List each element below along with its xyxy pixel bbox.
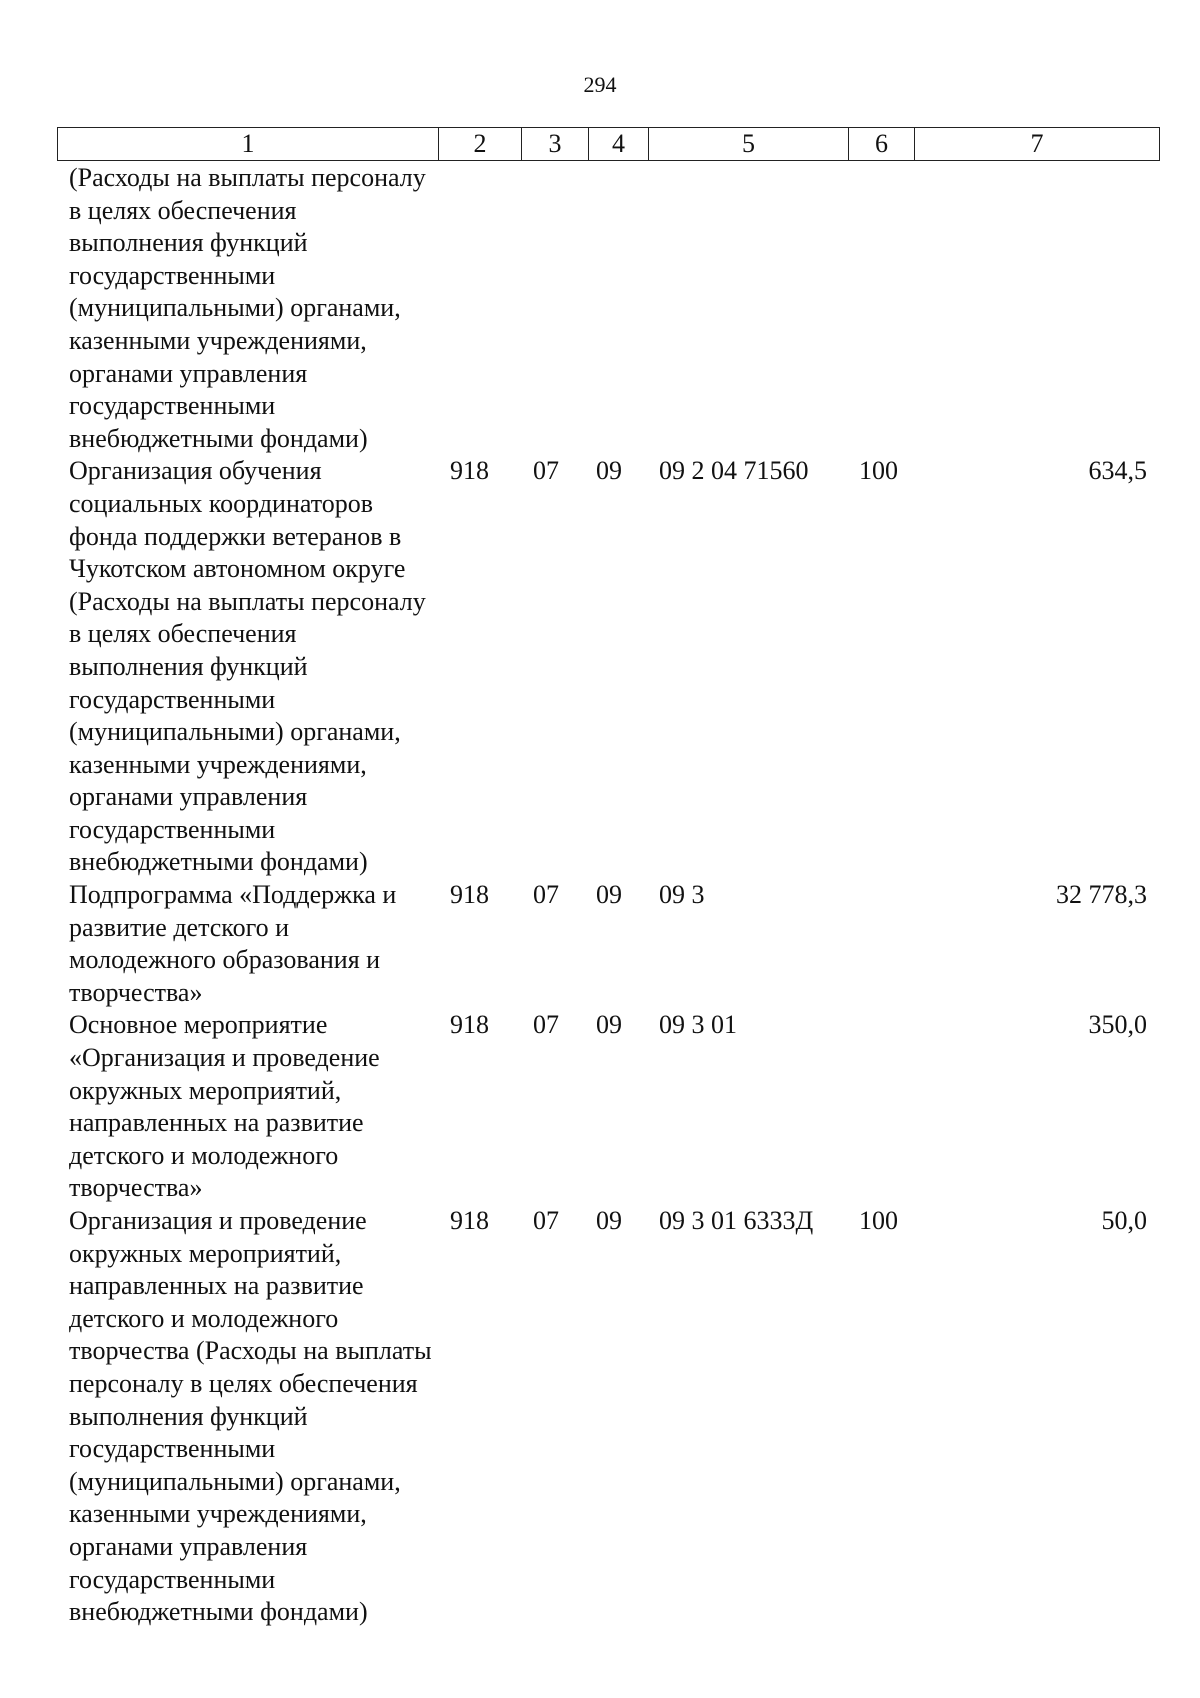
table-row — [57, 879, 1159, 1009]
header-cell-7: 7 — [915, 128, 1160, 161]
expense-name: Организация обучения социальных координаторов фонда поддержки ветеранов в Чукотском автономном округе (Расходы на выплаты персоналу в целях обеспечения выполнения функций государственными (муниципальными) органами, казенными учреждениями, органами управления государственными внебюджетными фондами) — [69, 456, 426, 877]
budget-table-body — [57, 162, 1159, 1629]
expense-type-code: 100 — [859, 456, 898, 486]
header-cell-2: 2 — [439, 128, 522, 161]
target-article-code: 09 3 01 — [659, 1010, 737, 1040]
subsection-code: 09 — [596, 456, 622, 486]
target-article-code — [648, 162, 848, 455]
target-article-code: 09 3 — [659, 880, 705, 910]
subsection-code — [588, 162, 648, 455]
table-row — [57, 162, 1159, 455]
column-number-header — [57, 127, 1160, 161]
target-article-code: 09 3 01 6333Д — [659, 1206, 814, 1235]
subsection-code: 09 — [596, 1010, 622, 1040]
section-code: 07 — [533, 456, 559, 486]
grbs-code: 918 — [450, 456, 489, 486]
section-code: 07 — [533, 1206, 559, 1235]
expense-name: Организация и проведение окружных мероприятий, направленных на развитие детского и молодежного творчества (Расходы на выплаты персоналу в целях обеспечения выполнения функций государственными (муниципальными) органами, казенными учреждениями, органами управления государственными внебюджетными фондами) — [69, 1206, 432, 1627]
table-row — [57, 455, 1159, 879]
amount: 634,5 — [1088, 456, 1147, 486]
header-row — [58, 128, 1160, 161]
expense-name: Подпрограмма «Поддержка и развитие детского и молодежного образования и творчества» — [69, 880, 397, 1007]
expense-type-code — [848, 1009, 914, 1205]
expense-type-code — [848, 879, 914, 1009]
table-row — [57, 1009, 1159, 1205]
expense-type-code: 100 — [859, 1206, 898, 1235]
subsection-code: 09 — [596, 880, 622, 910]
section-code — [521, 162, 588, 455]
header-cell-6: 6 — [849, 128, 915, 161]
section-code: 07 — [533, 880, 559, 910]
table-row — [57, 1205, 1159, 1629]
amount: 50,0 — [1101, 1206, 1147, 1235]
header-cell-4: 4 — [589, 128, 649, 161]
subsection-code: 09 — [596, 1206, 622, 1235]
header-cell-3: 3 — [522, 128, 589, 161]
grbs-code: 918 — [450, 1010, 489, 1040]
amount: 350,0 — [1088, 1010, 1147, 1040]
grbs-code — [438, 162, 521, 455]
grbs-code: 918 — [450, 880, 489, 910]
amount: 32 778,3 — [1056, 880, 1147, 910]
expense-name: (Расходы на выплаты персоналу в целях обеспечения выполнения функций государственными (муниципальными) органами, казенными учреждениями, органами управления государственными внебюджетными фондами) — [69, 163, 426, 453]
header-cell-1: 1 — [58, 128, 439, 161]
page-number: 294 — [583, 72, 617, 97]
expense-type-code — [848, 162, 914, 455]
target-article-code: 09 2 04 71560 — [659, 456, 809, 486]
header-cell-5: 5 — [649, 128, 849, 161]
grbs-code: 918 — [450, 1206, 489, 1235]
section-code: 07 — [533, 1010, 559, 1040]
amount — [914, 162, 1159, 455]
expense-name: Основное мероприятие «Организация и проведение окружных мероприятий, направленных на развитие детского и молодежного творчества» — [69, 1010, 380, 1203]
